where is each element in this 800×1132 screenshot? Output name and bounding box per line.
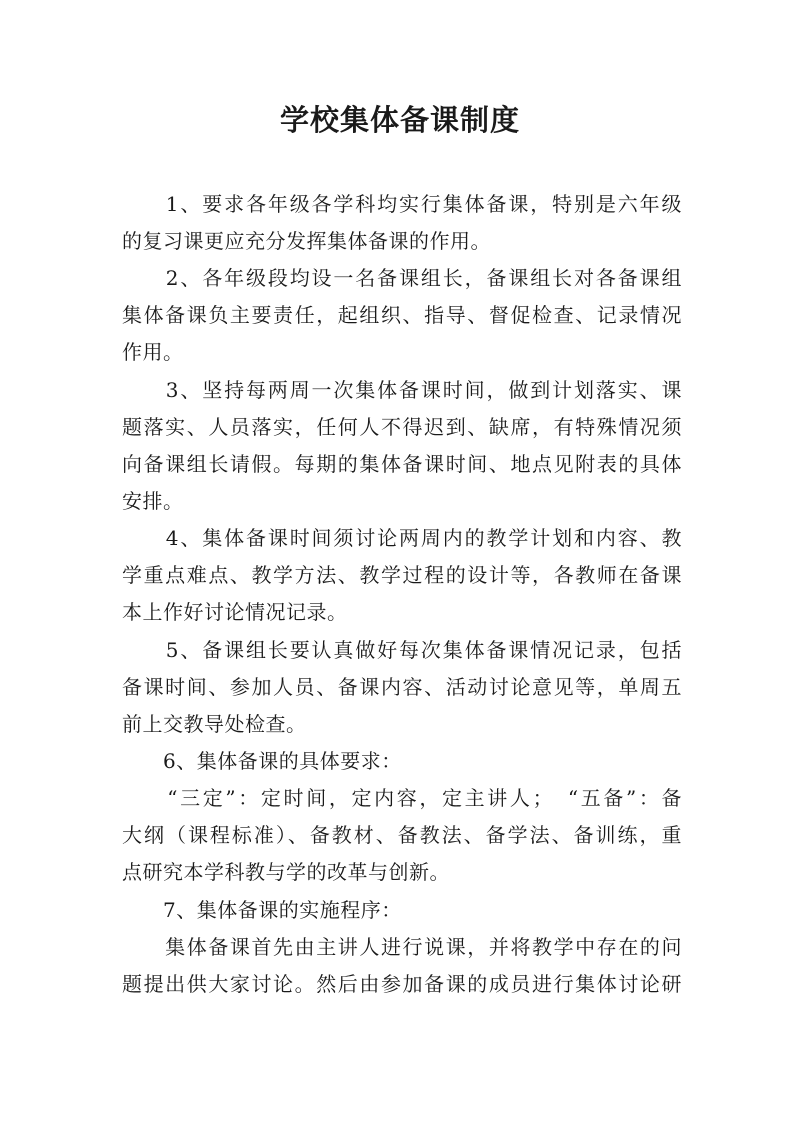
paragraph-line: “三定”：定时间，定内容，定主讲人； “五备”：备 xyxy=(122,786,682,810)
paragraph-line: 4、集体备课时间须讨论两周内的教学计划和内容、教 xyxy=(122,526,682,550)
paragraph-line: 集体备课负主要责任，起组织、指导、督促检查、记录情况 xyxy=(122,303,682,327)
paragraph-line: 6、集体备课的具体要求： xyxy=(122,749,402,773)
paragraph-line: 3、坚持每两周一次集体备课时间，做到计划落实、课 xyxy=(122,378,682,402)
paragraph-line: 学重点难点、教学方法、教学过程的设计等，各教师在备课 xyxy=(122,563,682,587)
paragraph-line: 7、集体备课的实施程序： xyxy=(122,898,402,922)
paragraph-line: 1、要求各年级各学科均实行集体备课，特别是六年级 xyxy=(122,192,682,216)
paragraph-line: 备课时间、参加人员、备课内容、活动讨论意见等，单周五 xyxy=(122,675,682,699)
paragraph-line: 集体备课首先由主讲人进行说课，并将教学中存在的问 xyxy=(122,935,682,959)
paragraph-line: 作用。 xyxy=(122,340,184,364)
paragraph-line: 前上交教导处检查。 xyxy=(122,712,307,736)
paragraph-line: 的复习课更应充分发挥集体备课的作用。 xyxy=(122,229,491,253)
paragraph-line: 5、备课组长要认真做好每次集体备课情况记录，包括 xyxy=(122,638,682,662)
paragraph-line: 本上作好讨论情况记录。 xyxy=(122,600,348,624)
paragraph-line: 题提出供大家讨论。然后由参加备课的成员进行集体讨论研 xyxy=(122,972,682,996)
paragraph-line: 安排。 xyxy=(122,489,184,513)
document-title: 学校集体备课制度 xyxy=(279,103,520,137)
paragraph-line: 题落实、人员落实，任何人不得迟到、缺席，有特殊情况须 xyxy=(122,415,682,439)
paragraph-line: 2、各年级段均设一名备课组长，备课组长对各备课组 xyxy=(122,266,682,290)
paragraph-line: 向备课组长请假。每期的集体备课时间、地点见附表的具体 xyxy=(122,452,682,476)
paragraph-line: 点研究本学科教与学的改革与创新。 xyxy=(122,860,450,884)
paragraph-line: 大纲（课程标准）、备教材、备教法、备学法、备训练，重 xyxy=(122,823,682,847)
